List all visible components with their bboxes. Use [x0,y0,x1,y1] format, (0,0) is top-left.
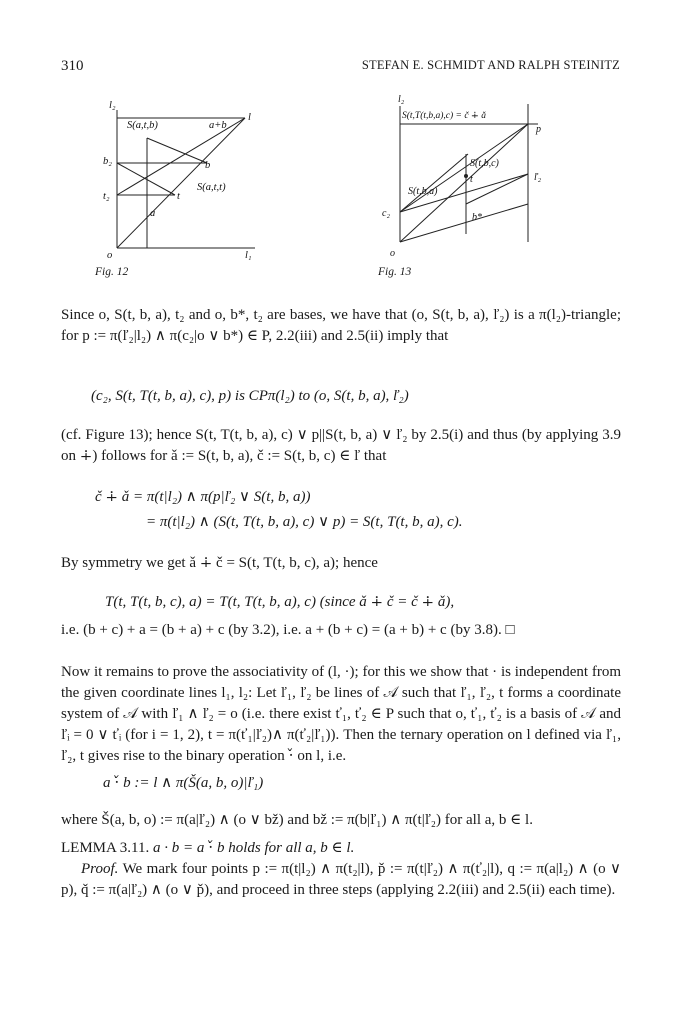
paragraph-3 [61,553,621,574]
fig12-label-l2: l₂ [109,100,116,111]
equation-2a: č ∔ ǎ = π(t|l₂) ∧ π(p|ľ₂ ∨ S(t, b, a)) [95,489,311,505]
paragraph-2 [61,425,621,467]
fig12-label-l1: l₁ [245,250,252,261]
fig13-label-top: S(t,T(t,b,a),c) = č ∔ ǎ [402,111,487,121]
fig12-label-b: b [205,160,211,171]
fig12-caption: Fig. 12 [95,266,129,278]
proof-text: We mark four points p := π(t|l₂) ∧ π(t₂|l), p̌ := π(t|ľ₂) ∧ π(ť₂|l), q := π(a|l₂) ∧ (o ∨ p), q̌ := π(a|ľ₂) ∧ (o ∨ p̌), and proceed in three steps (applying 2.2(iii) and 2.5(ii) each time). [61,861,622,898]
fig13-label-stba: S(t,b,a) [408,186,438,197]
lemma-statement [61,838,621,859]
page-number: 310 [61,58,84,74]
fig13-caption: Fig. 13 [378,266,412,278]
proof-label: Proof. [81,861,119,877]
fig13-line-bottom [400,204,528,242]
fig13-label-c2: c₂ [382,208,390,219]
fig13-diag-bstar [466,174,528,204]
fig13-point-t [464,174,468,178]
fig12-label-t: t [177,191,180,202]
fig12-label-a: a [150,208,156,219]
proof-paragraph [61,859,621,901]
fig13-label-p: p [536,124,541,135]
para1-text: Since o, S(t, b, a), t₂ and o, b*, t₂ are bases, we have that (o, S(t, b, a), ľ₂) is a π(l₂)-triangle; for p := π(ľ₂|l₂) ∧ π(c₂|o ∨ b*) ∈ P, 2.2(iii) and 2.5(ii) imply that [61,307,621,344]
equation-2b: = π(t|l₂) ∧ (S(t, T(t, b, a), c) ∨ p) = S(t, T(t, b, a), c). [146,514,463,530]
fig13-label-t: t [470,174,473,185]
lemma-3-11 [61,838,621,859]
proof-block [61,859,621,901]
figure-13 [378,94,558,266]
equation-3: T(t, T(t, b, c), a) = T(t, T(t, b, a), c) (since ǎ ∔ č = č ∔ ǎ), [105,594,455,610]
para2-text: (cf. Figure 13); hence S(t, T(t, b, a), c) ∨ p||S(t, b, a) ∨ ľ₂ by 2.5(i) and thus (by applying 3.9 on ∔) follows for ǎ := S(t, b, a), č := S(t, b, c) ∈ ľ that [61,427,621,464]
paragraph-1 [61,305,621,347]
running-header [61,58,620,78]
para3-text: By symmetry we get ǎ ∔ č = S(t, T(t, b, c), a); hence [61,555,378,571]
para6-text: where Š(a, b, o) := π(a|ľ₂) ∧ (o ∨ bž) and bž := π(b|ľ₁) ∧ π(t|ľ₂) for all a, b ∈ l. [61,812,533,828]
equation-4: a ⋅̌ b := l ∧ π(Š(a, b, o)|ľ₁) [103,775,264,791]
fig13-label-stbc: S(t,b,c) [470,158,499,169]
paragraph-6 [61,810,621,831]
fig12-label-l: l [248,112,251,123]
fig13-diag-c2 [400,154,468,212]
fig12-label-b2: b₂ [103,156,112,167]
fig13-label-l2c: ľ₂ [534,172,542,183]
lemma-label: LEMMA 3.11. [61,840,150,856]
fig12-label-o: o [107,250,113,261]
fig13-label-l2: l₂ [398,94,405,105]
running-head-authors: STEFAN E. SCHMIDT AND RALPH STEINITZ [361,58,620,72]
fig12-label-t2: t₂ [103,191,110,202]
fig12-label-sata: S(a,t,t) [197,182,226,193]
equation-1: (c₂, S(t, T(t, b, a), c), p) is CPπ(l₂) to (o, S(t, b, a), ľ₂) [91,388,409,404]
fig13-label-o: o [390,248,395,259]
fig13-diag-top [400,124,528,212]
para5-text: Now it remains to prove the associativity of (l, ·); for this we show that · is independent from the given coordinate lines l₁, l₂: Let ľ₁, ľ₂ be lines of 𝒜 such that ľ₁, ľ₂, t forms a coordinate system of 𝒜 with ľ₁ ∧ ľ₂ = o (i.e. there exist ť₁, ť₂ ∈ P such that o, ť₁, ť₂ is a basis of 𝒜 and ľᵢ = 0 ∨ ťᵢ (for i = 1, 2), t = π(ť₁|ľ₂)∧ π(ť₂|ľ₁)). Then the ternary operation on l defined via ľ₁, ľ₂, t gives rise to the binary operation ⋅̌ on l, i.e. [61,664,621,764]
lemma-text: a · b = a ⋅̌ b holds for all a, b ∈ l. [152,840,355,856]
paragraph-5 [61,662,621,767]
fig13-label-bstar: b* [472,212,482,223]
para4-text: i.e. (b + c) + a = (b + a) + c (by 3.2), i.e. a + (b + c) = (a + b) + c (by 3.8). □ [61,622,515,638]
paragraph-4 [61,620,621,641]
fig12-label-satb: S(a,t,b) [127,120,158,131]
fig12-label-aplusb: a+b [209,120,227,131]
figure-12 [95,98,275,266]
